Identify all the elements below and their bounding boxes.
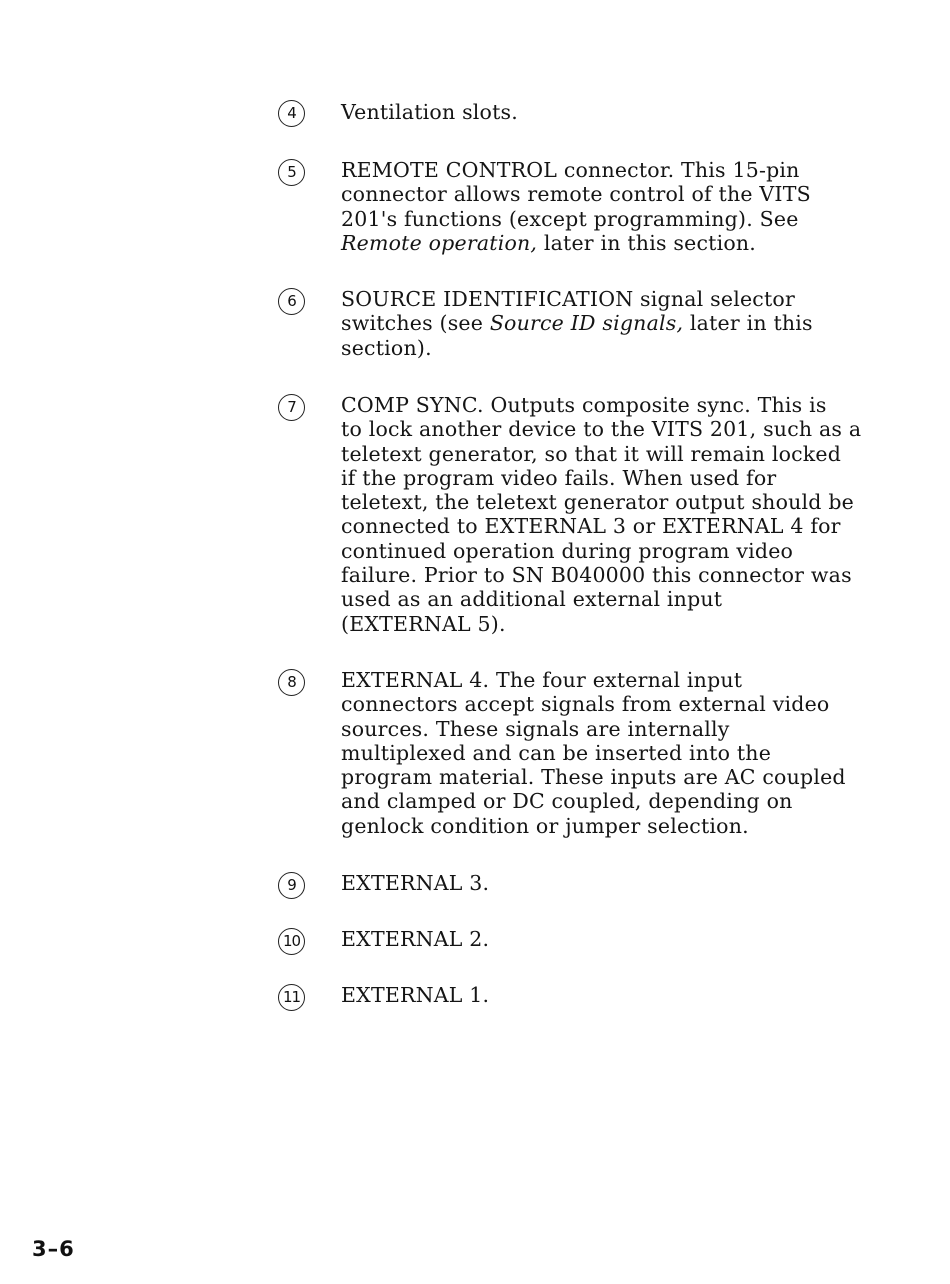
- text-line: if the program video fails. When used for: [341, 465, 777, 490]
- callout-number-8: 8: [278, 669, 305, 696]
- callout-number-10: 10: [278, 928, 305, 955]
- text-line: [341, 231, 881, 255]
- item-text-5: [341, 158, 881, 255]
- text-line: program material. These inputs are AC coupled: [341, 765, 846, 790]
- text-line: 201's functions (except programming). See: [341, 206, 799, 231]
- text-suffix: later in this section.: [537, 230, 756, 255]
- text-line: EXTERNAL 4. The four external input: [341, 668, 743, 692]
- text-line: and clamped or DC coupled, depending on: [341, 789, 793, 814]
- text-line: section).: [341, 335, 432, 360]
- item-text-10: [341, 927, 881, 951]
- text-line: sources. These signals are internally: [341, 716, 730, 741]
- text-line: EXTERNAL 1.: [341, 983, 490, 1007]
- callout-number-4: 4: [278, 100, 305, 127]
- text-line: SOURCE IDENTIFICATION signal selector: [341, 287, 795, 311]
- item-text-8: [341, 668, 881, 838]
- item-text-9: [341, 871, 881, 895]
- text-line: used as an additional external input: [341, 587, 723, 612]
- text-line: to lock another device to the VITS 201, such as a: [341, 417, 862, 442]
- text-line: COMP SYNC. Outputs composite sync. This is: [341, 393, 827, 417]
- text-prefix: switches (see: [341, 311, 490, 336]
- text-line: connected to EXTERNAL 3 or EXTERNAL 4 for: [341, 514, 841, 539]
- text-line: teletext generator, so that it will remain locked: [341, 441, 842, 466]
- text-line: continued operation during program video: [341, 538, 794, 563]
- text-line: EXTERNAL 3.: [341, 871, 490, 895]
- text-suffix: later in this: [683, 311, 813, 336]
- text-line: failure. Prior to SN B040000 this connector was: [341, 563, 852, 588]
- item-text-11: [341, 983, 881, 1007]
- callout-number-5: 5: [278, 159, 305, 186]
- text-line: connector allows remote control of the VITS: [341, 182, 811, 207]
- item-text-4: [341, 100, 881, 124]
- text-line: teletext, the teletext generator output should be: [341, 490, 854, 515]
- item-text-7: [341, 393, 881, 636]
- callout-number-6: 6: [278, 288, 305, 315]
- page-number: 3–6: [32, 1237, 75, 1261]
- text-line: REMOTE CONTROL connector. This 15-pin: [341, 158, 800, 182]
- callout-number-9: 9: [278, 872, 305, 899]
- callout-number-7: 7: [278, 394, 305, 421]
- italic-reference: Remote operation,: [341, 230, 538, 255]
- text-line: multiplexed and can be inserted into the: [341, 740, 772, 765]
- text-line: genlock condition or jumper selection.: [341, 813, 749, 838]
- text-line: (EXTERNAL 5).: [341, 611, 506, 636]
- text-line: EXTERNAL 2.: [341, 927, 490, 951]
- italic-reference: Source ID signals,: [489, 311, 684, 336]
- text-line: connectors accept signals from external video: [341, 692, 830, 717]
- item-text-6: [341, 287, 881, 360]
- callout-number-11: 11: [278, 984, 305, 1011]
- text-line: Ventilation slots.: [341, 100, 518, 124]
- text-line: [341, 311, 881, 335]
